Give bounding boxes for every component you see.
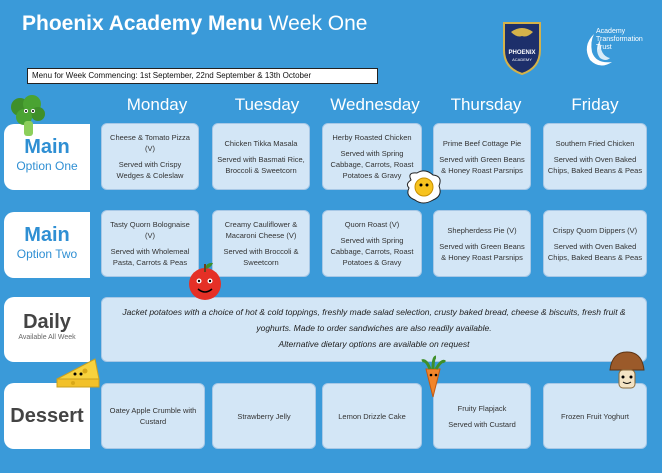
dish-name: Strawberry Jelly bbox=[237, 411, 291, 421]
trust-line-1: Academy bbox=[596, 28, 626, 35]
dish-name: Creamy Cauliflower & Macaroni Cheese (V) bbox=[224, 220, 298, 240]
menu-cell-option-two-wednesday bbox=[322, 210, 422, 277]
dish-name: Cheese & Tomato Pizza (V) bbox=[110, 133, 190, 153]
row-main-label: Main bbox=[24, 136, 70, 158]
dish-name: Oatey Apple Crumble with Custard bbox=[109, 406, 197, 426]
menu-cell-option-one-thursday bbox=[433, 123, 531, 190]
dish-sides: Served with Green Beans & Honey Roast Parsnips bbox=[439, 154, 525, 175]
day-wednesday: Wednesday bbox=[330, 95, 420, 114]
menu-cell-option-one-monday bbox=[101, 123, 199, 190]
trust-line-3: Trust bbox=[596, 44, 612, 51]
trust-line-2: Transformation bbox=[596, 36, 643, 43]
broccoli-icon bbox=[10, 95, 46, 139]
dish-sides: Served with Green Beans & Honey Roast Parsnips bbox=[439, 241, 525, 262]
fried-egg-icon bbox=[405, 170, 443, 206]
dish-sides: Served with Wholemeal Pasta, Carrots & Peas bbox=[110, 247, 190, 267]
dish-name: Fruity Flapjack bbox=[457, 403, 507, 413]
dish-sides: Served with Oven Baked Chips, Baked Beans & Peas bbox=[547, 154, 643, 175]
dish-name: Crispy Quorn Dippers (V) bbox=[552, 225, 638, 235]
title-bold: Phoenix Academy Menu bbox=[22, 12, 263, 35]
apple-icon bbox=[185, 260, 225, 302]
dish-name: Lemon Drizzle Cake bbox=[338, 411, 406, 421]
row-main-label: Daily bbox=[23, 311, 71, 333]
menu-cell-dessert-tuesday bbox=[212, 383, 316, 449]
dish-sides: Served with Spring Cabbage, Carrots, Roast Potatoes & Gravy bbox=[330, 236, 414, 267]
dish-name: Prime Beef Cottage Pie bbox=[442, 138, 522, 148]
dish-sides: Served with Custard bbox=[448, 419, 516, 429]
title-rest: Week One bbox=[268, 12, 368, 35]
menu-cell-dessert-friday bbox=[543, 383, 647, 449]
row-label-dessert bbox=[4, 383, 90, 449]
cheese-icon bbox=[55, 355, 101, 389]
dish-sides: Served with Basmati Rice, Broccoli & Sweetcorn bbox=[217, 154, 305, 175]
dish-name: Southern Fried Chicken bbox=[555, 138, 635, 148]
menu-cell-option-two-tuesday bbox=[212, 210, 310, 277]
academy-crest-icon bbox=[501, 20, 543, 76]
dietary-note: Alternative dietary options are available on request bbox=[278, 339, 470, 349]
carrot-icon bbox=[418, 355, 448, 399]
dish-name: Tasty Quorn Bolognaise (V) bbox=[110, 220, 190, 240]
row-label-daily bbox=[4, 297, 90, 362]
menu-cell-dessert-wednesday bbox=[322, 383, 422, 449]
day-friday: Friday bbox=[571, 95, 619, 114]
mushroom-icon bbox=[608, 350, 646, 392]
dish-name: Quorn Roast (V) bbox=[344, 220, 400, 229]
week-commencing-notice: Menu for Week Commencing: 1st September, 22nd September & 13th October bbox=[27, 68, 378, 84]
row-main-label: Main bbox=[24, 224, 70, 246]
row-label-option-two bbox=[4, 212, 90, 278]
daily-options-box bbox=[101, 297, 647, 362]
crest-sublabel: ACADEMY bbox=[512, 57, 532, 62]
dish-sides: Served with Broccoli & Sweetcorn bbox=[223, 247, 299, 267]
menu-cell-option-one-friday bbox=[543, 123, 647, 190]
menu-cell-option-two-thursday bbox=[433, 210, 531, 277]
dish-name: Chicken Tikka Masala bbox=[224, 138, 298, 148]
dish-name: Frozen Fruit Yoghurt bbox=[561, 411, 629, 421]
menu-cell-dessert-monday bbox=[101, 383, 205, 449]
dish-sides: Served with Spring Cabbage, Carrots, Roast Potatoes & Gravy bbox=[330, 149, 414, 180]
row-sub-label: Available All Week bbox=[18, 334, 76, 341]
dish-name: Herby Roasted Chicken bbox=[332, 133, 412, 142]
menu-cell-option-one-tuesday bbox=[212, 123, 310, 190]
trust-name bbox=[596, 28, 646, 52]
day-thursday: Thursday bbox=[450, 95, 522, 114]
row-main-label: Dessert bbox=[10, 405, 84, 427]
row-sub-label: Option Two bbox=[16, 247, 78, 261]
row-sub-label: Option One bbox=[16, 159, 78, 173]
day-monday: Monday bbox=[126, 95, 188, 114]
daily-options-text: Jacket potatoes with a choice of hot & cold toppings, freshly made salad selection, crusty baked bread, cheese & biscuits, fresh fruit & yoghurts. Made to order sandwiches are also readily available. bbox=[122, 307, 626, 333]
menu-cell-option-two-friday bbox=[543, 210, 647, 277]
page-title bbox=[22, 12, 367, 36]
dish-name: Shepherdess Pie (V) bbox=[447, 225, 517, 235]
dish-sides: Served with Crispy Wedges & Coleslaw bbox=[116, 160, 184, 180]
crest-label: PHOENIX bbox=[508, 50, 536, 56]
day-tuesday: Tuesday bbox=[234, 95, 300, 114]
dish-sides: Served with Oven Baked Chips, Baked Beans & Peas bbox=[547, 241, 643, 262]
